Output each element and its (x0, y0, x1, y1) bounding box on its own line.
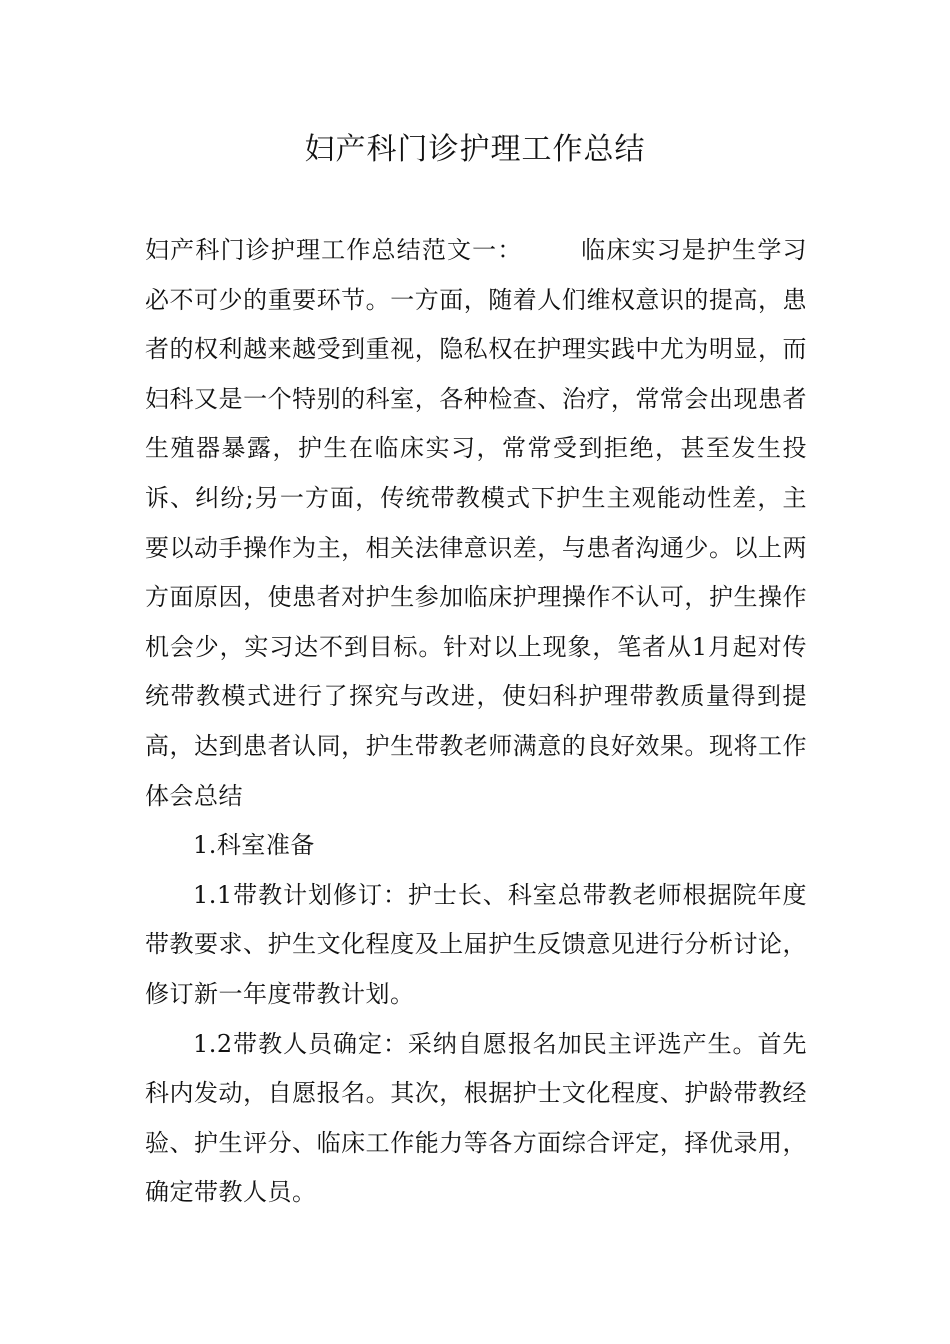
intro-text: 临床实习是护生学习必不可少的重要环节。一方面，随着人们维权意识的提高，患者的权利越来越受到重视，隐私权在护理实践中尤为明显，而妇科又是一个特别的科室，各种检查、治疗，常常会出现患者生殖器暴露，护生在临床实习，常常受到拒绝，甚至发生投诉、纠纷;另一方面，传统带教模式下护生主观能动性差，主要以动手操作为主，相关法律意识差，与患者沟通少。以上两方面原因，使患者对护生参加临床护理操作不认可，护生操作机会少，实习达不到目标。针对以上现象，笔者从1月起对传统带教模式进行了探究与改进，使妇科护理带教质量得到提高，达到患者认同，护生带教老师满意的良好效果。现将工作体会总结 (145, 236, 807, 810)
paragraph-1-2: 1.2带教人员确定：采纳自愿报名加民主评选产生。首先科内发动，自愿报名。其次，根据护士文化程度、护龄带教经验、护生评分、临床工作能力等各方面综合评定，择优录用，确定带教人员。 (145, 1029, 807, 1207)
intro-paragraph (145, 226, 807, 821)
document-body (145, 226, 807, 1218)
section-heading: 1.科室准备 (193, 831, 315, 860)
paragraph-1-1: 1.1带教计划修订：护士长、科室总带教老师根据院年度带教要求、护生文化程度及上届护生反馈意见进行分析讨论，修订新一年度带教计划。 (145, 880, 807, 1008)
document-title: 妇产科门诊护理工作总结 (304, 132, 646, 167)
intro-label: 妇产科门诊护理工作总结范文一： (145, 236, 523, 264)
